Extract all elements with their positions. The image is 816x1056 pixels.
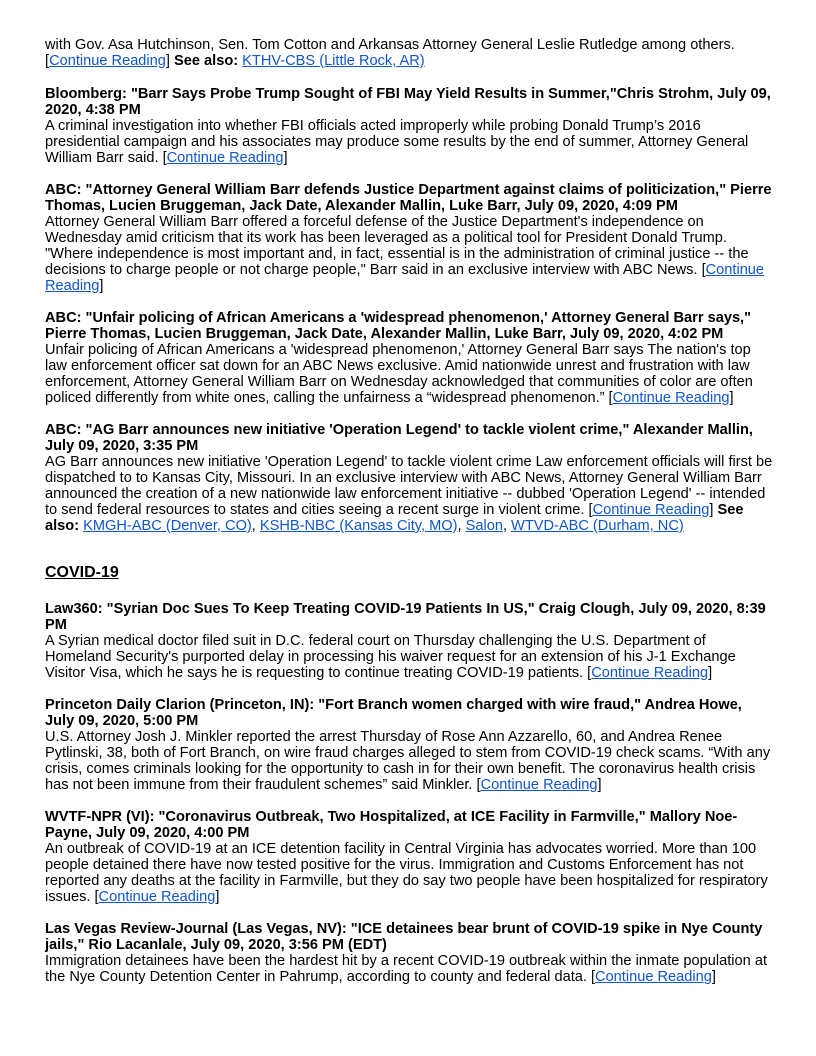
article-headline: Las Vegas Review-Journal (Las Vegas, NV): "ICE detainees bear brunt of COVID-19 spike in Nye County jails," Rio Lacanlale, July 09, 2020, 3:56 PM (EDT) [45, 921, 763, 953]
article-body: Unfair policing of African Americans a 'widespread phenomenon,' Attorney General Barr says The nation's top law enforcement officer sat down for an ABC News exclusive. Amid nationwide unrest and frustration with law enforcement, Attorney General William Barr on Wednesday acknowledged that communities of color are often policed differently from white ones, calling the unfairness a “widespread phenomenon.” [Continue Reading] [45, 342, 753, 406]
article-body: Immigration detainees have been the hardest hit by a recent COVID-19 outbreak within the inmate population at the Nye County Detention Center in Pahrump, according to county and federal data. [Continue Reading] [45, 953, 768, 985]
article-body: A criminal investigation into whether FBI officials acted improperly while probing Donald Trump’s 2016 presidential campaign and his associates may produce some results by the end of summer, Attorney General William Barr said. [Continue Reading] [45, 118, 749, 166]
article-lvrj-ice-nye-county [45, 921, 775, 985]
see-also-label: See also: [45, 502, 744, 534]
article-body-text: A Syrian medical doctor filed suit in D.C. federal court on Thursday challenging the U.S. Department of Homeland Security's purported delay in processing his waiver request for an extension of his J-1 Exchange Visitor Visa, which he says he is requesting to continue treating COVID-19 patients. [45, 633, 736, 681]
continue-reading-link[interactable]: Continue Reading [49, 53, 166, 69]
article-body-text: Immigration detainees have been the hardest hit by a recent COVID-19 outbreak within the inmate population at the Nye County Detention Center in Pahrump, according to county and federal data. [45, 953, 768, 985]
continue-reading-link[interactable]: Continue Reading [591, 665, 709, 681]
continue-reading-link[interactable]: Continue Reading [98, 889, 216, 905]
continue-reading-link[interactable]: Continue Reading [45, 262, 765, 294]
article-body-text: A criminal investigation into whether FBI officials acted improperly while probing Donald Trump’s 2016 presidential campaign and his associates may produce some results by the end of summer, Attorney General William Barr said. [45, 118, 749, 166]
article-body: A Syrian medical doctor filed suit in D.C. federal court on Thursday challenging the U.S. Department of Homeland Security's purported delay in processing his waiver request for an extension of his J-1 Exchange Visitor Visa, which he says he is requesting to continue treating COVID-19 patients. [Continue Reading] [45, 633, 736, 681]
article-body: AG Barr announces new initiative 'Operation Legend' to tackle violent crime Law enforcement officials will first be dispatched to to Kansas City, Missouri. In an exclusive interview with ABC News, Attorney General William Barr announced the creation of a new nationwide law enforcement initiative -- dubbed 'Operation Legend' -- intended to send federal resources to states and cities seeing a recent surge in violent crime. [Continue Reading] See also: KMGH-ABC (Denver, CO), KSHB-NBC (Kansas City, MO), Salon, WTVD-ABC (Durham, NC) [45, 454, 773, 534]
article-body-text: U.S. Attorney Josh J. Minkler reported the arrest Thursday of Rose Ann Azzarello, 60, and Andrea Renee Pytlinski, 38, both of Fort Branch, on wire fraud charges alleged to stem from COVID-19 check scams. “With any crisis, comes criminals looking for the opportunity to cash in for their own benefit. The coronavirus health crisis has not been immune from their fraudulent schemes” said Minkler. [45, 729, 771, 793]
article-body-text: An outbreak of COVID-19 at an ICE detention facility in Central Virginia has advocates worried. More than 100 people detained there have now tested positive for the virus. Immigration and Customs Enforcement has not reported any deaths at the facility in Farmville, but they do say two people have been hospitalized for respiratory issues. [45, 841, 768, 905]
continue-reading-link[interactable]: Continue Reading [480, 777, 598, 793]
article-headline: ABC: "Unfair policing of African Americans a 'widespread phenomenon,' Attorney General Barr says," Pierre Thomas, Lucien Bruggeman, Jack Date, Alexander Mallin, Luke Barr, July 09, 2020, 4:02 PM [45, 310, 752, 342]
article-headline: Law360: "Syrian Doc Sues To Keep Treating COVID-19 Patients In US," Craig Clough, July 09, 2020, 8:39 PM [45, 601, 766, 633]
see-also-label: See also: [174, 53, 239, 69]
see-also-link-kmgh[interactable]: KMGH-ABC (Denver, CO) [83, 518, 252, 534]
see-also-link-wtvd[interactable]: WTVD-ABC (Durham, NC) [511, 518, 684, 534]
article-princeton-wire-fraud [45, 697, 775, 793]
lead-text: with Gov. Asa Hutchinson, Sen. Tom Cotton and Arkansas Attorney General Leslie Rutledge among others. [45, 37, 735, 53]
article-body: Attorney General William Barr offered a forceful defense of the Justice Department's independence on Wednesday amid criticism that its work has been leveraged as a political tool for President Donald Trump. "Where independence is most important and, in fact, essential is in the administration of criminal justice -- the decisions to charge people or not charge people," Barr said in an exclusive interview with ABC News. [Continue Reading] [45, 214, 765, 294]
article-headline: ABC: "AG Barr announces new initiative 'Operation Legend' to tackle violent crime," Alexander Mallin, July 09, 2020, 3:35 PM [45, 422, 753, 454]
lead-continuation: with Gov. Asa Hutchinson, Sen. Tom Cotton and Arkansas Attorney General Leslie Rutledge among others. [Continue Reading] See also: KTHV-CBS (Little Rock, AR) [45, 37, 735, 69]
article-body: U.S. Attorney Josh J. Minkler reported the arrest Thursday of Rose Ann Azzarello, 60, and Andrea Renee Pytlinski, 38, both of Fort Branch, on wire fraud charges alleged to stem from COVID-19 check scams. “With any crisis, comes criminals looking for the opportunity to cash in for their own benefit. The coronavirus health crisis has not been immune from their fraudulent schemes” said Minkler. [Continue Reading] [45, 729, 771, 793]
continue-reading-link[interactable]: Continue Reading [612, 390, 730, 406]
news-clips-page [45, 37, 775, 1001]
article-bloomberg-barr-probe [45, 86, 775, 166]
see-also-link-kshb[interactable]: KSHB-NBC (Kansas City, MO) [259, 518, 458, 534]
continue-reading-link[interactable]: Continue Reading [166, 150, 284, 166]
continue-reading-link[interactable]: Continue Reading [592, 502, 710, 518]
article-wvtf-ice-farmville [45, 809, 775, 905]
article-body-text: AG Barr announces new initiative 'Operation Legend' to tackle violent crime Law enforcement officials will first be dispatched to to Kansas City, Missouri. In an exclusive interview with ABC News, Attorney General William Barr announced the creation of a new nationwide law enforcement initiative -- dubbed 'Operation Legend' -- intended to send federal resources to states and cities seeing a recent surge in violent crime. [45, 454, 773, 518]
article-body: An outbreak of COVID-19 at an ICE detention facility in Central Virginia has advocates worried. More than 100 people detained there have now tested positive for the virus. Immigration and Customs Enforcement has not reported any deaths at the facility in Farmville, but they do say two people have been hospitalized for respiratory issues. [Continue Reading] [45, 841, 768, 905]
article-headline: Princeton Daily Clarion (Princeton, IN): "Fort Branch women charged with wire fraud," Andrea Howe, July 09, 2020, 5:00 PM [45, 697, 742, 729]
article-body-text: Attorney General William Barr offered a forceful defense of the Justice Department's independence on Wednesday amid criticism that its work has been leveraged as a political tool for President Donald Trump. "Where independence is most important and, in fact, essential is in the administration of criminal justice -- the decisions to charge people or not charge people," Barr said in an exclusive interview with ABC News. [45, 214, 749, 278]
section-title-covid: COVID-19 [45, 564, 119, 581]
article-headline: ABC: "Attorney General William Barr defends Justice Department against claims of politicization," Pierre Thomas, Lucien Bruggeman, Jack Date, Alexander Mallin, Luke Barr, July 09, 2020, 4:09 PM [45, 182, 772, 214]
article-headline: WVTF-NPR (VI): "Coronavirus Outbreak, Two Hospitalized, at ICE Facility in Farmville," Mallory Noe-Payne, July 09, 2020, 4:00 PM [45, 809, 738, 841]
article-abc-operation-legend [45, 422, 775, 534]
article-law360-syrian-doc [45, 601, 775, 681]
article-headline: Bloomberg: "Barr Says Probe Trump Sought of FBI May Yield Results in Summer,"Chris Strohm, July 09, 2020, 4:38 PM [45, 86, 771, 118]
article-body-text: Unfair policing of African Americans a 'widespread phenomenon,' Attorney General Barr says The nation's top law enforcement officer sat down for an ABC News exclusive. Amid nationwide unrest and frustration with law enforcement, Attorney General William Barr on Wednesday acknowledged that communities of color are often policed differently from white ones, calling the unfairness a “widespread phenomenon.” [45, 342, 753, 406]
see-also-link-salon[interactable]: Salon [465, 518, 503, 534]
article-abc-barr-defends-doj [45, 182, 775, 294]
article-abc-unfair-policing [45, 310, 775, 406]
continue-reading-link[interactable]: Continue Reading [595, 969, 712, 985]
see-also-link[interactable]: KTHV-CBS (Little Rock, AR) [242, 53, 425, 69]
